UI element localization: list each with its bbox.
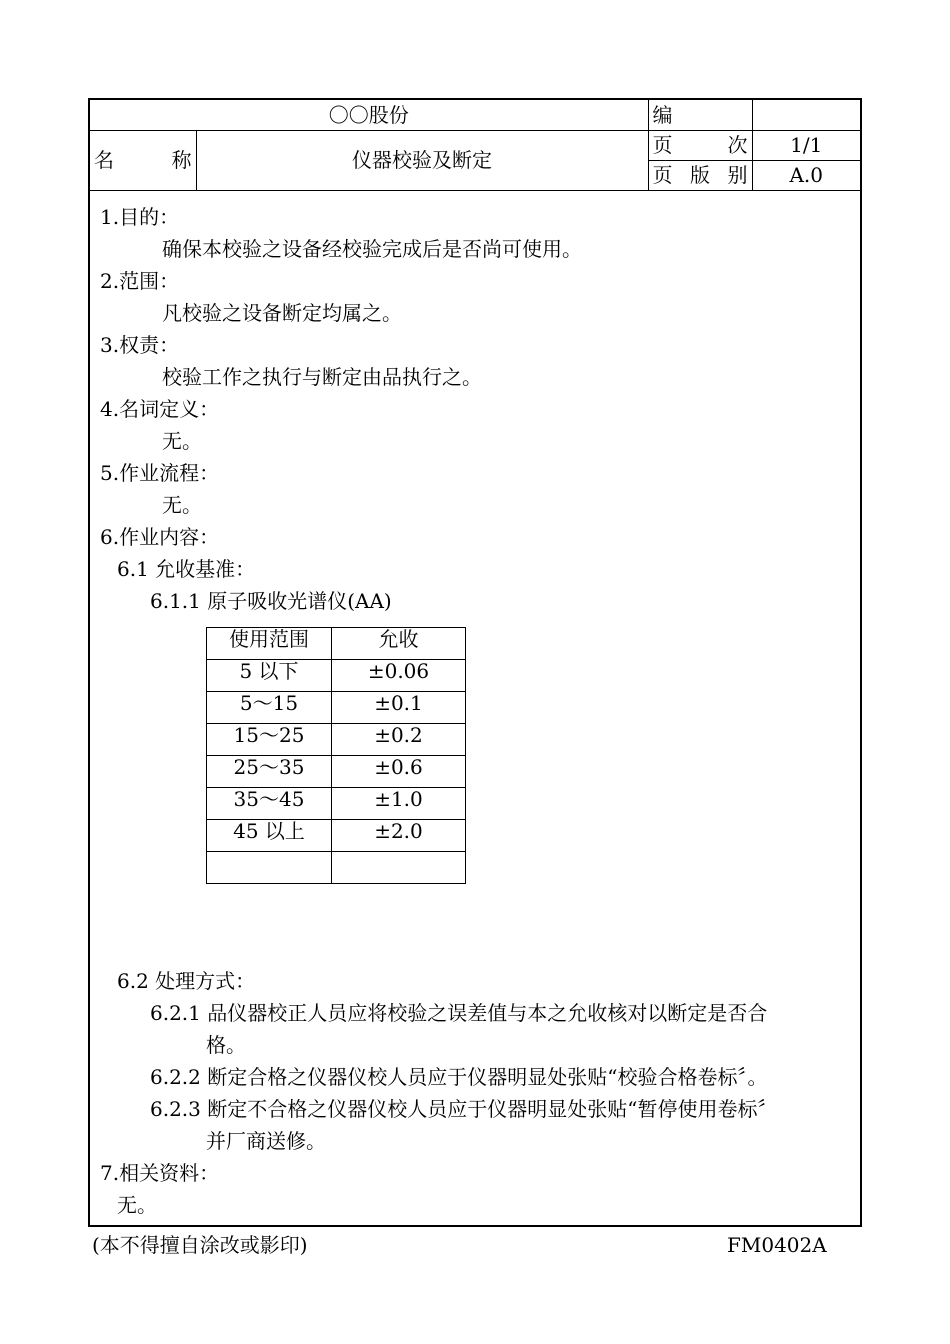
table-cell: 45 以上 [207,820,332,852]
bian-value [752,100,860,130]
bian-label: 编 [648,100,752,130]
section-workflow-text: 无。 [162,493,202,517]
section-content: 6.作业内容： [100,525,220,549]
footer-notice: (本不得擅自涂改或影印) [92,1233,308,1257]
header-table [90,100,860,191]
table-header-range: 使用范围 [207,628,332,660]
subsection-acceptance: 6.1 允收基准： [117,557,256,581]
footer-form-code: FM0402A [727,1233,827,1257]
table-header-tolerance: 允收 [332,628,466,660]
table-row [207,724,466,756]
version-label: 页 版 别 [648,160,752,190]
item-6-2-1: 6.2.1 品仪器校正人员应将校验之误差值与本之允收核对以断定是否合 [150,1001,768,1025]
section-definitions: 4.名词定义： [100,397,220,421]
table-row [207,788,466,820]
table-row [207,692,466,724]
table-cell: 5～15 [207,692,332,724]
tolerance-table [206,627,466,884]
version-value: A.0 [752,160,860,190]
item-6-2-1-cont: 格。 [206,1033,246,1057]
section-references: 7.相关资料： [100,1161,220,1185]
table-row [207,852,466,884]
table-cell: ±0.06 [332,660,466,692]
table-cell: ±0.6 [332,756,466,788]
section-definitions-text: 无。 [162,429,202,453]
document-frame [88,98,862,1227]
section-purpose: 1.目的： [100,205,180,229]
table-cell [332,852,466,884]
section-scope-text: 凡校验之设备断定均属之。 [162,301,402,325]
table-cell: 5 以下 [207,660,332,692]
table-header-row [207,628,466,660]
table-cell: ±1.0 [332,788,466,820]
item-6-2-3: 6.2.3 断定不合格之仪器仪校人员应于仪器明显处张贴“暂停使用卷标〞 [150,1097,778,1121]
table-row [207,756,466,788]
table-cell [207,852,332,884]
page-value: 1/1 [752,130,860,160]
item-6-2-2: 6.2.2 断定合格之仪器仪校人员应于仪器明显处张贴“校验合格卷标〞。 [150,1065,768,1089]
table-cell: ±2.0 [332,820,466,852]
table-row [207,820,466,852]
table-cell: 15～25 [207,724,332,756]
name-label: 名 称 [90,130,196,190]
company-name: 〇〇股份 [90,100,648,130]
table-cell: 25～35 [207,756,332,788]
subsection-handling: 6.2 处理方式： [117,969,256,993]
section-responsibility-text: 校验工作之执行与断定由品执行之。 [162,365,482,389]
table-cell: ±0.1 [332,692,466,724]
table-row [207,660,466,692]
item-6-2-3-cont: 并厂商送修。 [206,1129,326,1153]
subsection-aa: 6.1.1 原子吸收光谱仪(AA) [150,589,392,613]
table-cell: 35～45 [207,788,332,820]
section-purpose-text: 确保本校验之设备经校验完成后是否尚可使用。 [162,237,582,261]
section-workflow: 5.作业流程： [100,461,220,485]
page-label: 页 次 [648,130,752,160]
doc-title: 仪器校验及断定 [196,130,648,190]
section-scope: 2.范围： [100,269,180,293]
section-responsibility: 3.权责： [100,333,180,357]
table-cell: ±0.2 [332,724,466,756]
section-references-text: 无。 [117,1193,157,1217]
